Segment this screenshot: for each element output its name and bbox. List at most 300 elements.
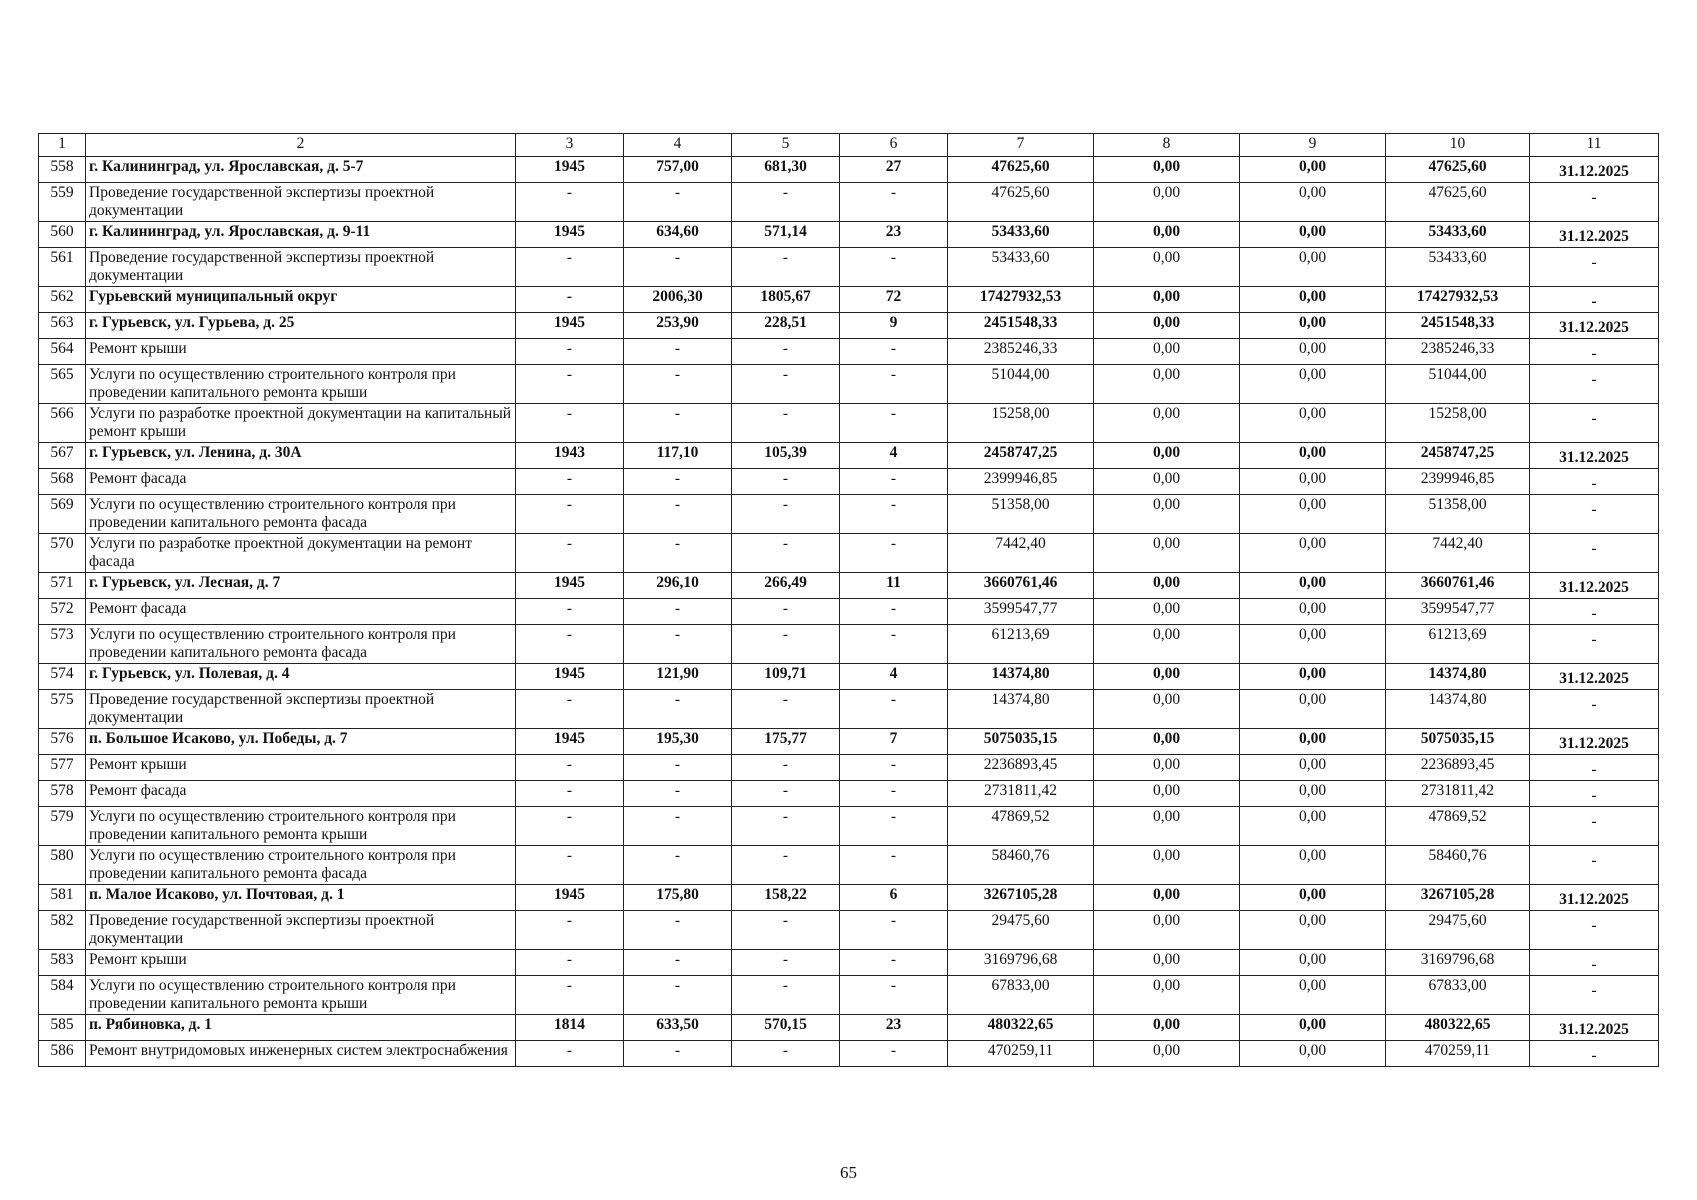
living-area-cell: - [732, 781, 840, 807]
table-row-work [39, 807, 1659, 846]
total-area-cell: - [624, 495, 732, 534]
year-cell: - [516, 183, 624, 222]
residents-cell: - [840, 248, 948, 287]
living-area-cell: 571,14 [732, 222, 840, 248]
total-area-cell: - [624, 1041, 732, 1067]
table-row-work [39, 339, 1659, 365]
total-area-cell: - [624, 625, 732, 664]
cost-owners-cell: 2399946,85 [1386, 469, 1530, 495]
cost-total-cell: 470259,11 [948, 1041, 1094, 1067]
cost-fund-b-cell: 0,00 [1240, 183, 1386, 222]
year-cell: 1945 [516, 664, 624, 690]
cost-fund-a-cell: 0,00 [1094, 157, 1240, 183]
year-cell: - [516, 534, 624, 573]
cost-fund-a-cell: 0,00 [1094, 807, 1240, 846]
residents-cell: - [840, 469, 948, 495]
description-cell: Услуги по разработке проектной документации на капитальный ремонт крыши [86, 404, 516, 443]
deadline-cell: - [1530, 950, 1659, 976]
living-area-cell: 266,49 [732, 573, 840, 599]
residents-cell: - [840, 1041, 948, 1067]
total-area-cell: - [624, 690, 732, 729]
cost-total-cell: 2236893,45 [948, 755, 1094, 781]
description-cell: г. Гурьевск, ул. Лесная, д. 7 [86, 573, 516, 599]
description-cell: Проведение государственной экспертизы проектной документации [86, 183, 516, 222]
deadline-cell: - [1530, 690, 1659, 729]
total-area-cell: - [624, 404, 732, 443]
residents-cell: - [840, 976, 948, 1015]
living-area-cell: 105,39 [732, 443, 840, 469]
residents-cell: - [840, 755, 948, 781]
row-number: 564 [39, 339, 86, 365]
total-area-cell: - [624, 755, 732, 781]
residents-cell: - [840, 404, 948, 443]
cost-fund-a-cell: 0,00 [1094, 911, 1240, 950]
cost-total-cell: 15258,00 [948, 404, 1094, 443]
cost-fund-b-cell: 0,00 [1240, 599, 1386, 625]
cost-fund-b-cell: 0,00 [1240, 885, 1386, 911]
cost-fund-b-cell: 0,00 [1240, 573, 1386, 599]
cost-fund-a-cell: 0,00 [1094, 469, 1240, 495]
cost-fund-a-cell: 0,00 [1094, 365, 1240, 404]
deadline-cell: - [1530, 976, 1659, 1015]
description-cell: г. Калининград, ул. Ярославская, д. 5-7 [86, 157, 516, 183]
living-area-cell: - [732, 183, 840, 222]
cost-total-cell: 53433,60 [948, 222, 1094, 248]
cost-total-cell: 67833,00 [948, 976, 1094, 1015]
cost-fund-b-cell: 0,00 [1240, 911, 1386, 950]
cost-total-cell: 14374,80 [948, 690, 1094, 729]
cost-total-cell: 480322,65 [948, 1015, 1094, 1041]
year-cell: 1945 [516, 313, 624, 339]
deadline-cell: - [1530, 1041, 1659, 1067]
cost-fund-b-cell: 0,00 [1240, 781, 1386, 807]
cost-total-cell: 47625,60 [948, 157, 1094, 183]
total-area-cell: - [624, 976, 732, 1015]
cost-fund-a-cell: 0,00 [1094, 976, 1240, 1015]
living-area-cell: - [732, 950, 840, 976]
table-row-object [39, 664, 1659, 690]
cost-owners-cell: 53433,60 [1386, 248, 1530, 287]
living-area-cell: - [732, 755, 840, 781]
cost-fund-a-cell: 0,00 [1094, 1015, 1240, 1041]
deadline-cell: - [1530, 183, 1659, 222]
total-area-cell: 296,10 [624, 573, 732, 599]
cost-total-cell: 2458747,25 [948, 443, 1094, 469]
deadline-cell: - [1530, 911, 1659, 950]
description-cell: Услуги по осуществлению строительного контроля при проведении капитального ремонта фасада [86, 495, 516, 534]
living-area-cell: - [732, 404, 840, 443]
cost-owners-cell: 2385246,33 [1386, 339, 1530, 365]
cost-fund-a-cell: 0,00 [1094, 404, 1240, 443]
description-cell: Услуги по осуществлению строительного контроля при проведении капитального ремонта фасада [86, 846, 516, 885]
year-cell: - [516, 781, 624, 807]
cost-fund-b-cell: 0,00 [1240, 625, 1386, 664]
cost-fund-a-cell: 0,00 [1094, 755, 1240, 781]
description-cell: Ремонт крыши [86, 755, 516, 781]
total-area-cell: - [624, 365, 732, 404]
column-header-2: 2 [86, 134, 516, 157]
column-header-5: 5 [732, 134, 840, 157]
deadline-cell: - [1530, 781, 1659, 807]
cost-owners-cell: 15258,00 [1386, 404, 1530, 443]
residents-cell: 4 [840, 443, 948, 469]
year-cell: - [516, 911, 624, 950]
description-cell: Проведение государственной экспертизы проектной документации [86, 690, 516, 729]
description-cell: Ремонт крыши [86, 950, 516, 976]
total-area-cell: 175,80 [624, 885, 732, 911]
cost-fund-a-cell: 0,00 [1094, 729, 1240, 755]
column-header-1: 1 [39, 134, 86, 157]
living-area-cell: - [732, 599, 840, 625]
living-area-cell: 158,22 [732, 885, 840, 911]
cost-fund-a-cell: 0,00 [1094, 1041, 1240, 1067]
deadline-cell: 31.12.2025 [1530, 664, 1659, 690]
year-cell: - [516, 339, 624, 365]
cost-total-cell: 2385246,33 [948, 339, 1094, 365]
cost-owners-cell: 67833,00 [1386, 976, 1530, 1015]
row-number: 586 [39, 1041, 86, 1067]
column-header-10: 10 [1386, 134, 1530, 157]
cost-owners-cell: 7442,40 [1386, 534, 1530, 573]
description-cell: Услуги по осуществлению строительного контроля при проведении капитального ремонта крыши [86, 976, 516, 1015]
living-area-cell: 681,30 [732, 157, 840, 183]
residents-cell: - [840, 625, 948, 664]
living-area-cell: 1805,67 [732, 287, 840, 313]
description-cell: г. Гурьевск, ул. Полевая, д. 4 [86, 664, 516, 690]
cost-total-cell: 51358,00 [948, 495, 1094, 534]
cost-fund-a-cell: 0,00 [1094, 339, 1240, 365]
cost-owners-cell: 2458747,25 [1386, 443, 1530, 469]
description-cell: п. Малое Исаково, ул. Почтовая, д. 1 [86, 885, 516, 911]
cost-fund-b-cell: 0,00 [1240, 807, 1386, 846]
cost-fund-b-cell: 0,00 [1240, 287, 1386, 313]
column-header-11: 11 [1530, 134, 1659, 157]
row-number: 582 [39, 911, 86, 950]
cost-fund-a-cell: 0,00 [1094, 664, 1240, 690]
cost-fund-b-cell: 0,00 [1240, 664, 1386, 690]
table-row-work [39, 248, 1659, 287]
year-cell: - [516, 495, 624, 534]
cost-fund-b-cell: 0,00 [1240, 690, 1386, 729]
living-area-cell: - [732, 625, 840, 664]
living-area-cell: 109,71 [732, 664, 840, 690]
cost-owners-cell: 51044,00 [1386, 365, 1530, 404]
row-number: 580 [39, 846, 86, 885]
cost-fund-b-cell: 0,00 [1240, 846, 1386, 885]
year-cell: - [516, 404, 624, 443]
cost-fund-b-cell: 0,00 [1240, 755, 1386, 781]
residents-cell: - [840, 807, 948, 846]
table-row-work [39, 950, 1659, 976]
cost-fund-b-cell: 0,00 [1240, 976, 1386, 1015]
year-cell: - [516, 599, 624, 625]
cost-fund-a-cell: 0,00 [1094, 183, 1240, 222]
cost-fund-b-cell: 0,00 [1240, 729, 1386, 755]
year-cell: - [516, 365, 624, 404]
residents-cell: 9 [840, 313, 948, 339]
column-header-7: 7 [948, 134, 1094, 157]
cost-owners-cell: 5075035,15 [1386, 729, 1530, 755]
description-cell: Проведение государственной экспертизы проектной документации [86, 248, 516, 287]
cost-fund-b-cell: 0,00 [1240, 313, 1386, 339]
cost-total-cell: 47625,60 [948, 183, 1094, 222]
cost-owners-cell: 2236893,45 [1386, 755, 1530, 781]
living-area-cell: - [732, 1041, 840, 1067]
row-number: 575 [39, 690, 86, 729]
living-area-cell: - [732, 339, 840, 365]
cost-fund-b-cell: 0,00 [1240, 404, 1386, 443]
column-header-8: 8 [1094, 134, 1240, 157]
cost-total-cell: 2399946,85 [948, 469, 1094, 495]
deadline-cell: - [1530, 495, 1659, 534]
deadline-cell: - [1530, 534, 1659, 573]
total-area-cell: 253,90 [624, 313, 732, 339]
row-number: 577 [39, 755, 86, 781]
description-cell: Ремонт фасада [86, 781, 516, 807]
row-number: 563 [39, 313, 86, 339]
table-row-work [39, 911, 1659, 950]
row-number: 560 [39, 222, 86, 248]
residents-cell: - [840, 911, 948, 950]
table-row-object [39, 573, 1659, 599]
living-area-cell: - [732, 846, 840, 885]
table-row-object [39, 313, 1659, 339]
year-cell: - [516, 976, 624, 1015]
row-number: 578 [39, 781, 86, 807]
year-cell: - [516, 755, 624, 781]
total-area-cell: - [624, 781, 732, 807]
deadline-cell: 31.12.2025 [1530, 729, 1659, 755]
living-area-cell: 175,77 [732, 729, 840, 755]
living-area-cell: 228,51 [732, 313, 840, 339]
residents-cell: - [840, 183, 948, 222]
residents-cell: - [840, 846, 948, 885]
cost-fund-a-cell: 0,00 [1094, 846, 1240, 885]
total-area-cell: - [624, 339, 732, 365]
cost-owners-cell: 47625,60 [1386, 183, 1530, 222]
cost-fund-a-cell: 0,00 [1094, 781, 1240, 807]
repair-program-table [38, 133, 1659, 1067]
description-cell: Проведение государственной экспертизы проектной документации [86, 911, 516, 950]
description-cell: г. Калининград, ул. Ярославская, д. 9-11 [86, 222, 516, 248]
deadline-cell: - [1530, 846, 1659, 885]
cost-owners-cell: 3169796,68 [1386, 950, 1530, 976]
row-number: 562 [39, 287, 86, 313]
table-row-work [39, 781, 1659, 807]
row-number: 570 [39, 534, 86, 573]
total-area-cell: 195,30 [624, 729, 732, 755]
year-cell: - [516, 690, 624, 729]
residents-cell: - [840, 339, 948, 365]
description-cell: Услуги по осуществлению строительного контроля при проведении капитального ремонта фасада [86, 625, 516, 664]
deadline-cell: 31.12.2025 [1530, 1015, 1659, 1041]
residents-cell: 27 [840, 157, 948, 183]
cost-total-cell: 2731811,42 [948, 781, 1094, 807]
year-cell: - [516, 248, 624, 287]
cost-fund-b-cell: 0,00 [1240, 1041, 1386, 1067]
living-area-cell: - [732, 469, 840, 495]
deadline-cell: 31.12.2025 [1530, 222, 1659, 248]
cost-total-cell: 58460,76 [948, 846, 1094, 885]
row-number: 566 [39, 404, 86, 443]
row-number: 573 [39, 625, 86, 664]
table-row-object [39, 1015, 1659, 1041]
residents-cell: - [840, 690, 948, 729]
residents-cell: 23 [840, 1015, 948, 1041]
residents-cell: 7 [840, 729, 948, 755]
cost-owners-cell: 51358,00 [1386, 495, 1530, 534]
table-row-object [39, 287, 1659, 313]
description-cell: Ремонт крыши [86, 339, 516, 365]
deadline-cell: 31.12.2025 [1530, 573, 1659, 599]
cost-owners-cell: 17427932,53 [1386, 287, 1530, 313]
table-row-work [39, 599, 1659, 625]
residents-cell: 11 [840, 573, 948, 599]
table-row-work [39, 625, 1659, 664]
description-cell: Услуги по разработке проектной документации на ремонт фасада [86, 534, 516, 573]
cost-owners-cell: 3267105,28 [1386, 885, 1530, 911]
deadline-cell: - [1530, 599, 1659, 625]
deadline-cell: - [1530, 248, 1659, 287]
cost-total-cell: 3599547,77 [948, 599, 1094, 625]
residents-cell: 72 [840, 287, 948, 313]
description-cell: п. Рябиновка, д. 1 [86, 1015, 516, 1041]
cost-fund-a-cell: 0,00 [1094, 599, 1240, 625]
cost-fund-b-cell: 0,00 [1240, 157, 1386, 183]
residents-cell: 6 [840, 885, 948, 911]
cost-total-cell: 14374,80 [948, 664, 1094, 690]
cost-total-cell: 29475,60 [948, 911, 1094, 950]
description-cell: Услуги по осуществлению строительного контроля при проведении капитального ремонта крыши [86, 807, 516, 846]
cost-total-cell: 7442,40 [948, 534, 1094, 573]
deadline-cell: - [1530, 339, 1659, 365]
row-number: 579 [39, 807, 86, 846]
year-cell: 1945 [516, 885, 624, 911]
deadline-cell: - [1530, 469, 1659, 495]
cost-owners-cell: 2731811,42 [1386, 781, 1530, 807]
description-cell: г. Гурьевск, ул. Гурьева, д. 25 [86, 313, 516, 339]
cost-owners-cell: 47869,52 [1386, 807, 1530, 846]
residents-cell: - [840, 950, 948, 976]
table-row-work [39, 976, 1659, 1015]
cost-fund-b-cell: 0,00 [1240, 248, 1386, 287]
living-area-cell: - [732, 690, 840, 729]
cost-owners-cell: 480322,65 [1386, 1015, 1530, 1041]
cost-owners-cell: 47625,60 [1386, 157, 1530, 183]
deadline-cell: 31.12.2025 [1530, 157, 1659, 183]
cost-fund-a-cell: 0,00 [1094, 287, 1240, 313]
year-cell: 1945 [516, 157, 624, 183]
year-cell: - [516, 625, 624, 664]
deadline-cell: - [1530, 807, 1659, 846]
cost-fund-b-cell: 0,00 [1240, 1015, 1386, 1041]
residents-cell: - [840, 365, 948, 404]
total-area-cell: 117,10 [624, 443, 732, 469]
column-number-header-row [39, 134, 1659, 157]
total-area-cell: - [624, 599, 732, 625]
table-row-work [39, 690, 1659, 729]
row-number: 569 [39, 495, 86, 534]
year-cell: 1945 [516, 573, 624, 599]
year-cell: - [516, 469, 624, 495]
description-cell: Ремонт внутридомовых инженерных систем электроснабжения [86, 1041, 516, 1067]
description-cell: Ремонт фасада [86, 469, 516, 495]
residents-cell: 4 [840, 664, 948, 690]
total-area-cell: - [624, 469, 732, 495]
total-area-cell: - [624, 911, 732, 950]
table-body [39, 157, 1659, 1067]
cost-fund-a-cell: 0,00 [1094, 248, 1240, 287]
cost-total-cell: 5075035,15 [948, 729, 1094, 755]
cost-fund-a-cell: 0,00 [1094, 443, 1240, 469]
row-number: 572 [39, 599, 86, 625]
column-header-4: 4 [624, 134, 732, 157]
residents-cell: - [840, 781, 948, 807]
total-area-cell: 634,60 [624, 222, 732, 248]
table-row-work [39, 404, 1659, 443]
row-number: 576 [39, 729, 86, 755]
deadline-cell: 31.12.2025 [1530, 443, 1659, 469]
year-cell: - [516, 287, 624, 313]
total-area-cell: 757,00 [624, 157, 732, 183]
year-cell: 1945 [516, 222, 624, 248]
cost-total-cell: 51044,00 [948, 365, 1094, 404]
cost-total-cell: 47869,52 [948, 807, 1094, 846]
living-area-cell: - [732, 365, 840, 404]
table-row-work [39, 365, 1659, 404]
table-row-work [39, 846, 1659, 885]
deadline-cell: 31.12.2025 [1530, 885, 1659, 911]
row-number: 565 [39, 365, 86, 404]
row-number: 583 [39, 950, 86, 976]
page-number: 65 [840, 1163, 857, 1182]
cost-fund-b-cell: 0,00 [1240, 950, 1386, 976]
cost-fund-a-cell: 0,00 [1094, 885, 1240, 911]
table-row-work [39, 534, 1659, 573]
cost-fund-b-cell: 0,00 [1240, 222, 1386, 248]
cost-fund-b-cell: 0,00 [1240, 339, 1386, 365]
cost-fund-a-cell: 0,00 [1094, 495, 1240, 534]
year-cell: 1945 [516, 729, 624, 755]
residents-cell: - [840, 534, 948, 573]
deadline-cell: - [1530, 625, 1659, 664]
cost-fund-b-cell: 0,00 [1240, 469, 1386, 495]
description-cell: Ремонт фасада [86, 599, 516, 625]
cost-owners-cell: 14374,80 [1386, 664, 1530, 690]
cost-owners-cell: 470259,11 [1386, 1041, 1530, 1067]
table-row-work [39, 755, 1659, 781]
row-number: 584 [39, 976, 86, 1015]
cost-total-cell: 2451548,33 [948, 313, 1094, 339]
year-cell: - [516, 846, 624, 885]
row-number: 559 [39, 183, 86, 222]
year-cell: - [516, 807, 624, 846]
cost-fund-a-cell: 0,00 [1094, 534, 1240, 573]
description-cell: п. Большое Исаково, ул. Победы, д. 7 [86, 729, 516, 755]
total-area-cell: - [624, 807, 732, 846]
cost-fund-a-cell: 0,00 [1094, 625, 1240, 664]
residents-cell: - [840, 495, 948, 534]
cost-fund-a-cell: 0,00 [1094, 222, 1240, 248]
cost-total-cell: 3169796,68 [948, 950, 1094, 976]
living-area-cell: - [732, 534, 840, 573]
year-cell: 1943 [516, 443, 624, 469]
table-row-object [39, 443, 1659, 469]
year-cell: - [516, 1041, 624, 1067]
total-area-cell: 2006,30 [624, 287, 732, 313]
cost-owners-cell: 58460,76 [1386, 846, 1530, 885]
row-number: 561 [39, 248, 86, 287]
